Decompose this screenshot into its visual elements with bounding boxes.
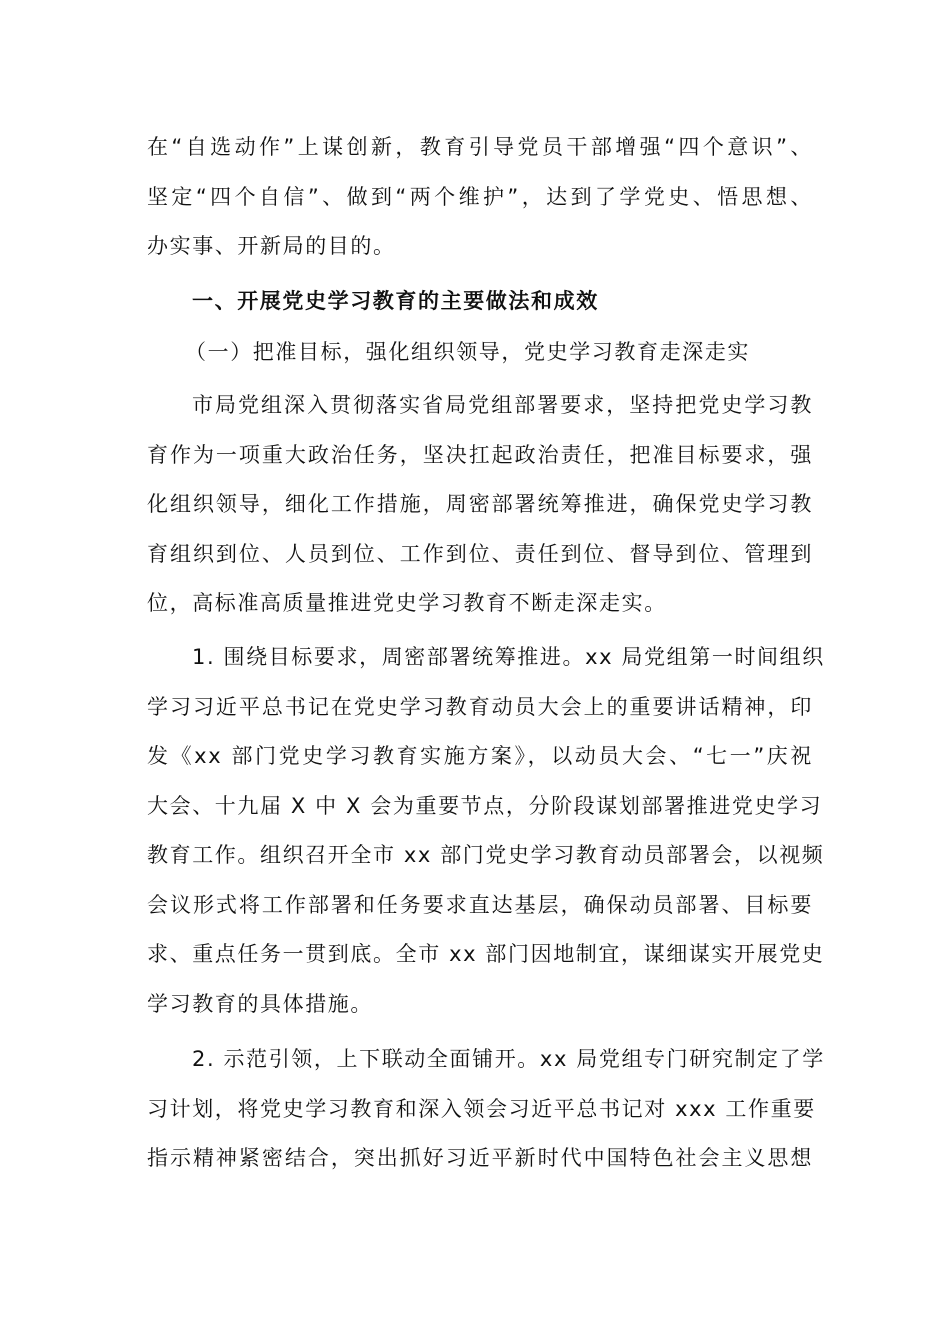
para-3-line-2: 习计划，将党史学习教育和深入领会习近平总书记对 xxx 工作重要 [147,1096,816,1121]
intro-line-2: 坚定“四个自信”、做到“两个维护”，达到了学党史、悟思想、 [147,184,813,209]
paragraph-2 [147,633,825,1029]
para-2-line-4: 大会、十九届 X 中 X 会为重要节点，分阶段谋划部署推进党史学习 [147,793,823,818]
subsection-heading: （一）把准目标，强化组织领导，党史学习教育走深走实 [185,340,750,364]
para-2-line-6: 会议形式将工作部署和任务要求直达基层，确保动员部署、目标要 [147,892,813,917]
para-2-line-8: 学习教育的具体措施。 [147,991,373,1016]
intro-line-3: 办实事、开新局的目的。 [147,234,396,258]
para-2-line-1: 1. 围绕目标要求，周密部署统筹推进。xx 局党组第一时间组织 [192,645,825,669]
intro-paragraph [147,123,813,272]
paragraph-1 [147,381,813,629]
para-2-line-7: 求、重点任务一贯到底。全市 xx 部门因地制宜，谋细谋实开展党史 [147,942,825,966]
para-3-line-3: 指示精神紧密结合，突出抓好习近平新时代中国特色社会主义思想 [147,1146,813,1170]
para-1-line-1: 市局党组深入贯彻落实省局党组部署要求，坚持把党史学习教 [192,393,813,417]
section-heading: 一、开展党史学习教育的主要做法和成效 [192,289,599,313]
para-2-line-3: 发《xx 部门党史学习教育实施方案》，以动员大会、“七一”庆祝 [147,744,813,768]
intro-line-1: 在“自选动作”上谋创新，教育引导党员干部增强“四个意识”、 [147,135,813,159]
para-2-line-5: 教育工作。组织召开全市 xx 部门党史学习教育动员部署会，以视频 [147,843,825,867]
para-1-line-5: 位，高标准高质量推进党史学习教育不断走深走实。 [147,591,667,615]
para-1-line-4: 育组织到位、人员到位、工作到位、责任到位、督导到位、管理到 [147,541,813,566]
paragraph-3 [147,1035,825,1184]
para-2-line-2: 学习习近平总书记在党史学习教育动员大会上的重要讲话精神，印 [147,694,813,719]
para-3-line-1: 2. 示范引领，上下联动全面铺开。xx 局党组专门研究制定了学 [192,1047,825,1071]
para-1-line-3: 化组织领导，细化工作措施，周密部署统筹推进，确保党史学习教 [147,492,813,516]
para-1-line-2: 育作为一项重大政治任务，坚决扛起政治责任，把准目标要求，强 [147,442,813,467]
